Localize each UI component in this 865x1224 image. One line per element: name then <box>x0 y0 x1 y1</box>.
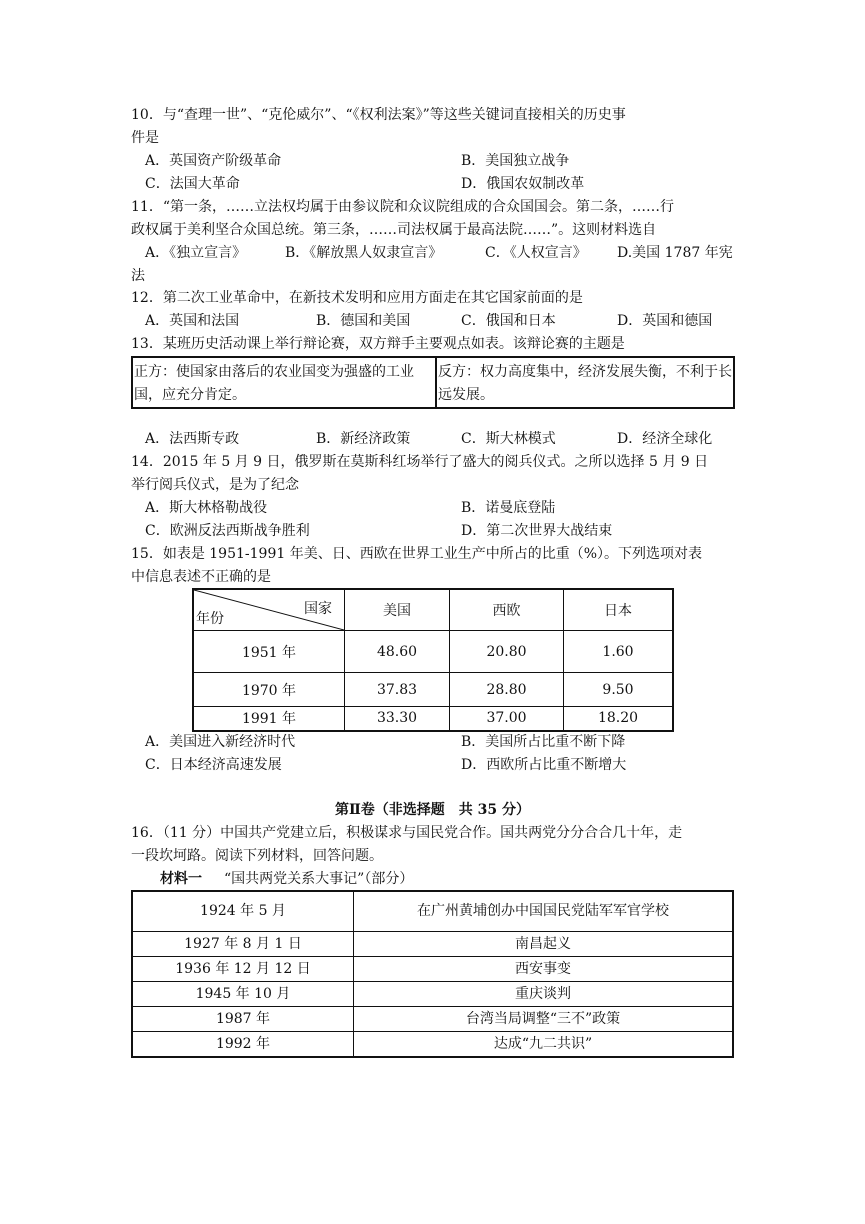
q15-value-cell: 37.83 <box>345 673 450 707</box>
q16-events-table <box>131 890 734 1058</box>
table-row <box>132 891 733 931</box>
q11-option-b: B．《解放黑人奴隶宣言》 <box>285 245 443 261</box>
q10-options-row2 <box>145 173 745 195</box>
q15-row-1970 <box>193 673 673 707</box>
event-desc-cell: 达成“九二共识” <box>354 1031 734 1057</box>
q15-options-row1 <box>145 731 745 753</box>
q15-stem-line1: 15．如表是 1951-1991 年美、日、西欧在世界工业生产中所占的比重（%）。下列选项对表 <box>131 546 703 562</box>
q16-material-title: “国共两党关系大事记”（部分） <box>224 871 414 887</box>
q10-option-d: D．俄国农奴制改革 <box>461 176 585 192</box>
q14-options-row2 <box>145 520 745 542</box>
q15-value-cell: 28.80 <box>450 673 564 707</box>
q16-material-label: 材料一 <box>160 871 202 887</box>
q11-stem-line2: 政权属于美利坚合众国总统。第三条，……司法权属于最高法院……”。这则材料选自 <box>131 222 657 238</box>
q13-debate-table <box>131 356 735 409</box>
q12-options-row <box>145 310 745 332</box>
q16-material-heading <box>160 868 413 890</box>
q10-options-row1 <box>145 150 745 172</box>
q12-option-b: B．德国和美国 <box>316 313 411 329</box>
event-date-cell: 1927 年 8 月 1 日 <box>132 931 354 956</box>
q14-stem-line2: 举行阅兵仪式，是为了纪念 <box>131 477 299 493</box>
q15-value-cell: 18.20 <box>564 707 674 731</box>
q11-option-a: A．《独立宣言》 <box>145 245 247 261</box>
event-desc-cell: 西安事变 <box>354 956 734 981</box>
q15-value-cell: 1.60 <box>564 631 674 673</box>
q11-stem-line3: 法 <box>131 268 145 284</box>
q10-option-b: B．美国独立战争 <box>461 153 570 169</box>
event-desc-cell: 台湾当局调整“三不”政策 <box>354 1006 734 1031</box>
table-row <box>132 931 733 956</box>
q11-stem-line1: 11．“第一条，……立法权均属于由参议院和众议院组成的合众国国会。第二条，……行 <box>131 199 674 215</box>
event-date-cell: 1992 年 <box>132 1031 354 1057</box>
q15-header-west-europe: 西欧 <box>450 589 564 631</box>
q14-option-b: B．诺曼底登陆 <box>461 500 556 516</box>
q16-stem-line1: 16．（11 分）中国共产党建立后，积极谋求与国民党合作。国共两党分分合合几十年，走 <box>131 825 683 841</box>
table-row <box>132 1006 733 1031</box>
q15-year-cell: 1991 年 <box>193 707 345 731</box>
event-date-cell: 1936 年 12 月 12 日 <box>132 956 354 981</box>
q15-header-usa: 美国 <box>345 589 450 631</box>
q10-option-c: C．法国大革命 <box>145 176 240 192</box>
q13-option-d: D．经济全球化 <box>617 431 713 447</box>
q15-option-d: D．西欧所占比重不断增大 <box>461 757 627 773</box>
q10-option-a: A．英国资产阶级革命 <box>145 153 282 169</box>
q10-stem-line1: 10．与“查理一世”、“克伦威尔”、“《权利法案》”等这些关键词直接相关的历史事 <box>131 107 626 123</box>
table-row <box>132 981 733 1006</box>
q15-value-cell: 33.30 <box>345 707 450 731</box>
q15-corner-year-label: 年份 <box>196 611 224 627</box>
q15-header-row <box>193 589 673 631</box>
table-row <box>132 956 733 981</box>
q15-stem-line2: 中信息表述不正确的是 <box>131 569 271 585</box>
q12-option-a: A．英国和法国 <box>145 313 240 329</box>
event-date-cell: 1924 年 5 月 <box>132 891 354 931</box>
q10-stem-line2: 件是 <box>131 130 159 146</box>
q15-value-cell: 48.60 <box>345 631 450 673</box>
section2-title: 第Ⅱ卷（非选择题 共 35 分） <box>334 802 531 818</box>
q16-stem-line2: 一段坎坷路。阅读下列材料，回答问题。 <box>131 848 383 864</box>
q11-option-c: C．《人权宣言》 <box>485 245 587 261</box>
event-desc-cell: 重庆谈判 <box>354 981 734 1006</box>
q14-option-a: A．斯大林格勒战役 <box>145 500 268 516</box>
q12-option-c: C．俄国和日本 <box>461 313 556 329</box>
q11-options-row <box>145 242 745 264</box>
q15-option-c: C．日本经济高速发展 <box>145 757 282 773</box>
q15-header-japan: 日本 <box>564 589 674 631</box>
q15-value-cell: 37.00 <box>450 707 564 731</box>
q13-option-c: C．斯大林模式 <box>461 431 556 447</box>
q12-option-d: D．英国和德国 <box>617 313 713 329</box>
q15-row-1991 <box>193 707 673 731</box>
q13-stem: 13．某班历史活动课上举行辩论赛，双方辩手主要观点如表。该辩论赛的主题是 <box>131 336 625 352</box>
q13-options-row <box>145 428 745 450</box>
q15-option-a: A．美国进入新经济时代 <box>145 734 296 750</box>
q11-option-d: D.美国 1787 年宪 <box>617 245 733 261</box>
q15-year-cell: 1951 年 <box>193 631 345 673</box>
q15-options-row2 <box>145 754 745 776</box>
q15-corner-cell <box>193 589 345 631</box>
q15-corner-country-label: 国家 <box>304 601 332 617</box>
q14-option-c: C．欧洲反法西斯战争胜利 <box>145 523 310 539</box>
q15-row-1951 <box>193 631 673 673</box>
q15-option-b: B．美国所占比重不断下降 <box>461 734 626 750</box>
q12-stem: 12．第二次工业革命中，在新技术发明和应用方面走在其它国家前面的是 <box>131 290 583 306</box>
table-row <box>132 1031 733 1057</box>
q13-option-b: B．新经济政策 <box>316 431 411 447</box>
q13-pro-cell: 正方：使国家由落后的农业国变为强盛的工业国，应充分肯定。 <box>132 357 436 408</box>
event-date-cell: 1945 年 10 月 <box>132 981 354 1006</box>
event-date-cell: 1987 年 <box>132 1006 354 1031</box>
q15-value-cell: 20.80 <box>450 631 564 673</box>
q14-options-row1 <box>145 497 745 519</box>
q15-year-cell: 1970 年 <box>193 673 345 707</box>
q14-option-d: D．第二次世界大战结束 <box>461 523 613 539</box>
q13-option-a: A．法西斯专政 <box>145 431 240 447</box>
q13-con-cell: 反方：权力高度集中，经济发展失衡，不利于长远发展。 <box>436 357 734 408</box>
q15-value-cell: 9.50 <box>564 673 674 707</box>
event-desc-cell: 南昌起义 <box>354 931 734 956</box>
q14-stem-line1: 14．2015 年 5 月 9 日，俄罗斯在莫斯科红场举行了盛大的阅兵仪式。之所以选择 5 月 9 日 <box>131 454 709 470</box>
event-desc-cell: 在广州黄埔创办中国国民党陆军军官学校 <box>354 891 734 931</box>
q15-data-table <box>192 588 674 732</box>
